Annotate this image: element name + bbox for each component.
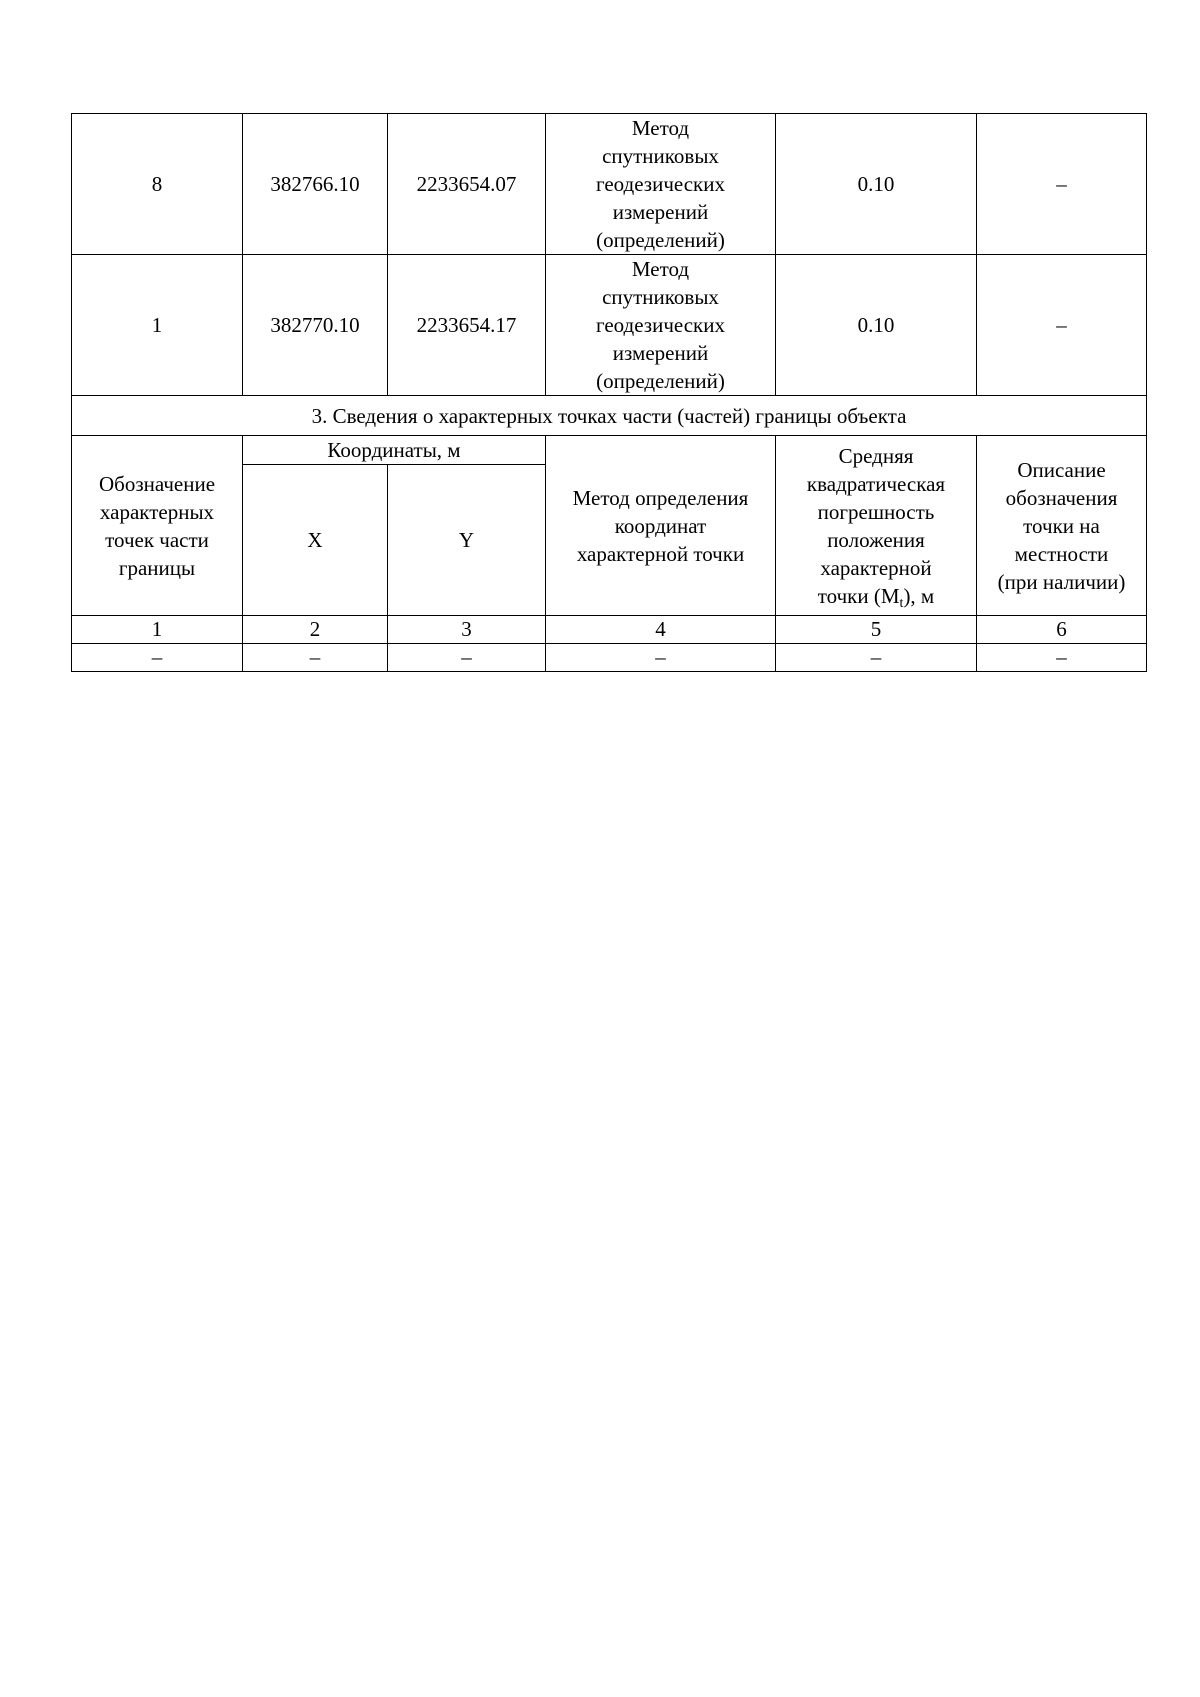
column-number: 4 (546, 616, 776, 644)
description-cell: – (977, 255, 1147, 396)
column-number: 5 (776, 616, 977, 644)
header-row (72, 436, 1147, 465)
x-cell: 382770.10 (243, 255, 388, 396)
method-line: геодезических (595, 313, 725, 337)
column-number: 6 (977, 616, 1147, 644)
method-line: спутниковых (602, 285, 719, 309)
column-number: 2 (243, 616, 388, 644)
method-line: Метод (631, 257, 690, 281)
table-row (72, 255, 1147, 396)
method-line: геодезических (595, 172, 725, 196)
header-x: X (243, 465, 388, 616)
accuracy-cell: 0.10 (776, 255, 977, 396)
y-cell: 2233654.17 (388, 255, 546, 396)
empty-cell: – (776, 644, 977, 672)
method-line: спутниковых (602, 144, 719, 168)
method-line: (определений) (596, 228, 725, 252)
empty-cell: – (243, 644, 388, 672)
header-y: Y (388, 465, 546, 616)
coordinates-table (71, 113, 1147, 672)
empty-cell: – (546, 644, 776, 672)
table-row (72, 114, 1147, 255)
header-method: Метод определения координат характерной точки (546, 436, 776, 616)
method-cell (546, 114, 776, 255)
method-cell (546, 255, 776, 396)
method-line: измерений (612, 200, 709, 224)
point-cell: 1 (72, 255, 243, 396)
section-title-row (72, 396, 1147, 436)
empty-cell: – (388, 644, 546, 672)
y-cell: 2233654.07 (388, 114, 546, 255)
table-row (72, 644, 1147, 672)
description-cell: – (977, 114, 1147, 255)
empty-cell: – (977, 644, 1147, 672)
empty-cell: – (72, 644, 243, 672)
accuracy-cell: 0.10 (776, 114, 977, 255)
section-title: 3. Сведения о характерных точках части (частей) границы объекта (72, 396, 1147, 436)
method-line: (определений) (596, 369, 725, 393)
header-accuracy: Средняя квадратическая погрешность положения характерной точки $(M_t)$, м (776, 436, 977, 616)
column-number: 1 (72, 616, 243, 644)
header-description: Описание обозначения точки на местности (при наличии) (977, 436, 1147, 616)
point-cell: 8 (72, 114, 243, 255)
column-numbers-row (72, 616, 1147, 644)
method-line: Метод (631, 116, 690, 140)
x-cell: 382766.10 (243, 114, 388, 255)
method-line: измерений (612, 341, 709, 365)
column-number: 3 (388, 616, 546, 644)
header-designation: Обозначение характерных точек части границы (72, 436, 243, 616)
header-coordinates: Координаты, м (243, 436, 546, 465)
